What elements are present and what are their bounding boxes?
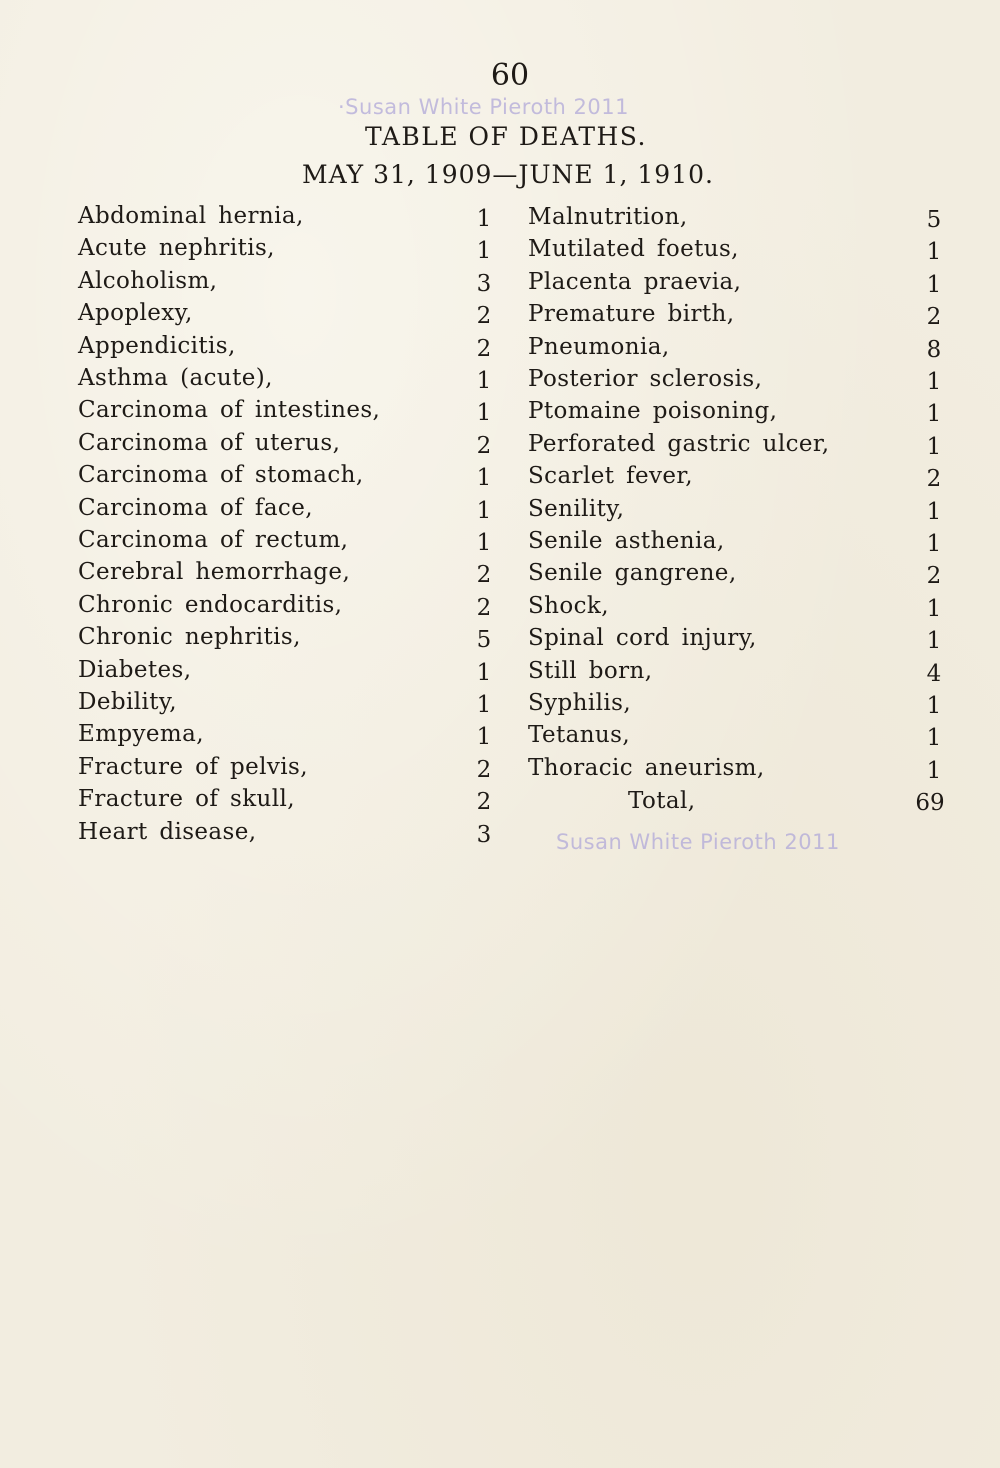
right-count: 2 bbox=[926, 563, 942, 590]
right-count: 8 bbox=[926, 336, 942, 363]
right-count: 1 bbox=[926, 693, 942, 719]
left-cause: Empyema, bbox=[78, 721, 204, 748]
left-count: 3 bbox=[476, 821, 492, 848]
right-count: 1 bbox=[926, 271, 942, 298]
right-cause: Posterior sclerosis, bbox=[528, 366, 763, 392]
left-count: 2 bbox=[476, 303, 492, 330]
left-count: 2 bbox=[476, 432, 492, 459]
left-cause: Cerebral hemorrhage, bbox=[78, 559, 351, 586]
watermark-top: ·Susan White Pieroth 2011 bbox=[338, 95, 629, 119]
right-count: 1 bbox=[926, 757, 942, 784]
left-count: 1 bbox=[476, 238, 492, 265]
total-row bbox=[628, 785, 695, 817]
right-count: 2 bbox=[926, 466, 942, 493]
left-cause: Debility, bbox=[78, 689, 177, 715]
left-cause: Fracture of skull, bbox=[78, 786, 295, 813]
left-cause: Fracture of pelvis, bbox=[78, 753, 308, 780]
right-count: 1 bbox=[926, 498, 942, 525]
left-cause: Abdominal hernia, bbox=[78, 203, 304, 229]
right-cause: Placenta praevia, bbox=[528, 268, 742, 295]
page-number: 60 bbox=[490, 58, 530, 93]
right-cause: Tetanus, bbox=[528, 722, 631, 749]
total-label: Total, bbox=[628, 788, 696, 814]
left-cause: Appendicitis, bbox=[78, 332, 236, 359]
left-cause: Carcinoma of face, bbox=[78, 494, 313, 521]
left-cause: Carcinoma of intestines, bbox=[78, 397, 381, 424]
left-count: 5 bbox=[476, 627, 492, 654]
right-cause: Mutilated foetus, bbox=[528, 236, 739, 263]
watermark-bottom: Susan White Pieroth 2011 bbox=[556, 830, 840, 854]
date-range: MAY 31, 1909—JUNE 1, 1910. bbox=[302, 160, 714, 189]
right-cause: Senility, bbox=[528, 495, 625, 522]
right-count: 1 bbox=[926, 369, 942, 395]
left-cause: Carcinoma of stomach, bbox=[78, 462, 364, 489]
left-count: 3 bbox=[476, 270, 492, 297]
right-cause: Still born, bbox=[528, 657, 653, 684]
right-cause: Spinal cord injury, bbox=[528, 625, 757, 652]
right-count: 1 bbox=[926, 239, 942, 266]
right-count: 1 bbox=[926, 595, 942, 622]
right-count: 4 bbox=[926, 660, 942, 687]
left-cause: Alcoholism, bbox=[78, 267, 218, 294]
left-count: 1 bbox=[476, 724, 492, 751]
left-count: 1 bbox=[476, 400, 492, 427]
left-cause: Asthma (acute), bbox=[78, 365, 273, 391]
total-count: 69 bbox=[915, 790, 945, 816]
table-title: TABLE OF DEATHS. bbox=[365, 122, 647, 151]
left-count: 1 bbox=[476, 206, 492, 232]
right-count: 2 bbox=[926, 304, 942, 331]
right-cause: Senile asthenia, bbox=[528, 528, 725, 554]
left-count: 1 bbox=[476, 659, 492, 686]
right-cause: Senile gangrene, bbox=[528, 560, 737, 587]
left-cause: Chronic endocarditis, bbox=[78, 591, 343, 618]
left-cause: Carcinoma of rectum, bbox=[78, 527, 349, 553]
right-count: 1 bbox=[926, 531, 942, 557]
right-cause: Pneumonia, bbox=[528, 333, 670, 360]
left-count: 1 bbox=[476, 692, 492, 718]
left-count: 1 bbox=[476, 497, 492, 524]
left-count: 2 bbox=[476, 756, 492, 783]
left-cause: Carcinoma of uterus, bbox=[78, 429, 341, 456]
left-cause: Chronic nephritis, bbox=[78, 624, 301, 651]
left-count: 2 bbox=[476, 562, 492, 589]
right-cause: Premature birth, bbox=[528, 301, 735, 328]
right-cause: Ptomaine poisoning, bbox=[528, 398, 778, 425]
left-cause: Diabetes, bbox=[78, 656, 192, 683]
left-cause: Apoplexy, bbox=[78, 300, 193, 327]
left-count: 2 bbox=[476, 335, 492, 362]
left-count: 1 bbox=[476, 465, 492, 492]
right-count: 5 bbox=[926, 207, 942, 233]
right-cause: Shock, bbox=[528, 592, 609, 619]
right-count: 1 bbox=[926, 401, 942, 428]
left-count: 1 bbox=[476, 530, 492, 556]
right-cause: Scarlet fever, bbox=[528, 463, 693, 490]
left-cause: Heart disease, bbox=[78, 818, 257, 845]
right-count: 1 bbox=[926, 628, 942, 655]
left-count: 2 bbox=[476, 594, 492, 621]
right-cause: Syphilis, bbox=[528, 690, 632, 716]
right-cause: Malnutrition, bbox=[528, 204, 688, 230]
right-cause: Perforated gastric ulcer, bbox=[528, 430, 830, 457]
right-cause: Thoracic aneurism, bbox=[528, 754, 765, 781]
right-count: 1 bbox=[926, 725, 942, 752]
left-cause: Acute nephritis, bbox=[78, 235, 275, 262]
left-count: 1 bbox=[476, 368, 492, 394]
left-count: 2 bbox=[476, 789, 492, 816]
right-count: 1 bbox=[926, 433, 942, 460]
